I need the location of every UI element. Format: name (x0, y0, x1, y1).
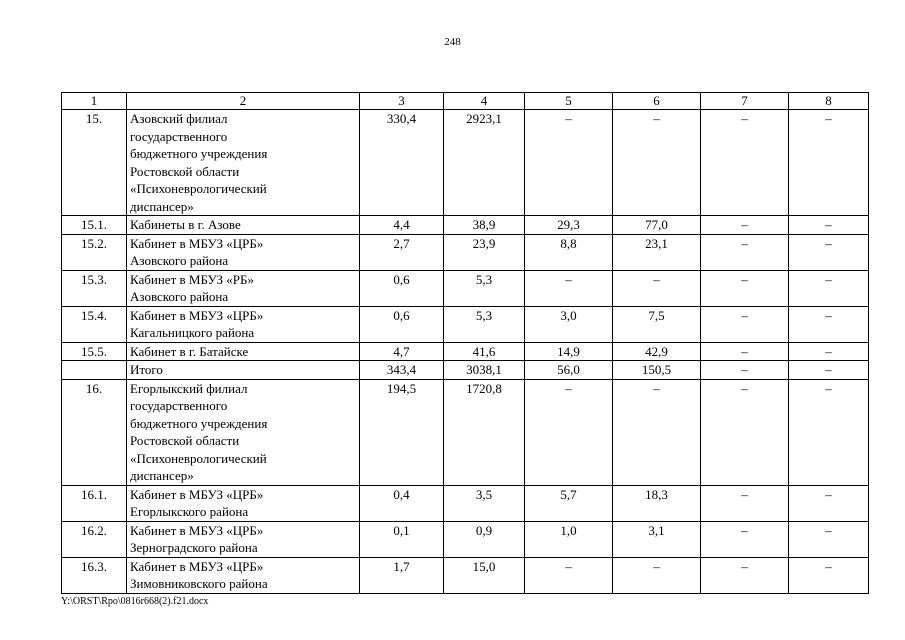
value-cell-c5: – (525, 379, 613, 485)
row-name-line: Кабинет в МБУЗ «ЦРБ» (130, 558, 264, 574)
value-cell-c5: 29,3 (525, 216, 613, 235)
row-number-cell: 15.2. (62, 234, 127, 270)
value-cell-c7: – (701, 234, 789, 270)
value-cell-c5: – (525, 557, 613, 593)
value-cell-c7: – (701, 557, 789, 593)
value-cell-c3: 4,7 (360, 342, 444, 361)
table-row (62, 216, 869, 235)
value-cell-c6: 77,0 (613, 216, 701, 235)
value-cell-c7: – (701, 110, 789, 216)
value-cell-c6: 42,9 (613, 342, 701, 361)
row-name-line: государственного (130, 398, 228, 413)
header-row (62, 93, 869, 110)
row-number-cell: 16.2. (62, 521, 127, 557)
table-row (62, 379, 869, 485)
row-name-line: Кабинет в г. Батайске (130, 343, 249, 359)
column-header: 7 (701, 93, 789, 110)
row-number-cell (62, 361, 127, 380)
row-name-line: Кагальницкого района (130, 325, 255, 340)
row-name-line: Азовского района (130, 253, 229, 268)
row-name-cell (127, 361, 360, 380)
value-cell-c8: – (789, 485, 869, 521)
value-cell-c8: – (789, 110, 869, 216)
row-name-line: бюджетного учреждения (130, 146, 268, 161)
column-header: 1 (62, 93, 127, 110)
value-cell-c6: 23,1 (613, 234, 701, 270)
value-cell-c7: – (701, 270, 789, 306)
row-number-cell: 15.5. (62, 342, 127, 361)
row-name-cell (127, 234, 360, 270)
row-name-cell (127, 270, 360, 306)
table-row (62, 342, 869, 361)
footer-file-path: Y:\ORST\Rpo\0816r668(2).f21.docx (61, 596, 209, 607)
column-header: 3 (360, 93, 444, 110)
value-cell-c6: 3,1 (613, 521, 701, 557)
row-name-line: Кабинет в МБУЗ «ЦРБ» (130, 235, 264, 251)
value-cell-c5: 8,8 (525, 234, 613, 270)
row-name-cell (127, 379, 360, 485)
row-name-line: Азовского района (130, 289, 229, 304)
row-name-line: Кабинет в МБУЗ «ЦРБ» (130, 307, 264, 323)
value-cell-c7: – (701, 361, 789, 380)
table-row (62, 110, 869, 216)
value-cell-c3: 0,4 (360, 485, 444, 521)
row-name-line: Зерноградского района (130, 540, 258, 555)
value-cell-c5: – (525, 110, 613, 216)
row-name-line: Кабинет в МБУЗ «РБ» (130, 271, 254, 287)
value-cell-c5: 5,7 (525, 485, 613, 521)
row-name-cell (127, 306, 360, 342)
row-name-line: диспансер» (130, 468, 194, 483)
value-cell-c3: 0,6 (360, 270, 444, 306)
value-cell-c8: – (789, 557, 869, 593)
row-name-cell (127, 485, 360, 521)
value-cell-c7: – (701, 379, 789, 485)
value-cell-c4: 3,5 (444, 485, 525, 521)
value-cell-c8: – (789, 342, 869, 361)
value-cell-c8: – (789, 361, 869, 380)
row-number-cell: 16. (62, 379, 127, 485)
row-name-line: «Психоневрологический (130, 450, 267, 466)
value-cell-c7: – (701, 216, 789, 235)
value-cell-c4: 23,9 (444, 234, 525, 270)
row-name-line: «Психоневрологический (130, 181, 267, 196)
row-number-cell: 15.4. (62, 306, 127, 342)
value-cell-c5: 56,0 (525, 361, 613, 380)
value-cell-c4: 1720,8 (444, 379, 525, 485)
row-name-line: Кабинет в МБУЗ «ЦРБ» (130, 522, 264, 538)
column-header: 6 (613, 93, 701, 110)
value-cell-c8: – (789, 306, 869, 342)
value-cell-c6: – (613, 270, 701, 306)
value-cell-c7: – (701, 342, 789, 361)
value-cell-c3: 194,5 (360, 379, 444, 485)
row-number-cell: 15.1. (62, 216, 127, 235)
row-name-cell (127, 342, 360, 361)
value-cell-c4: 38,9 (444, 216, 525, 235)
table-row (62, 306, 869, 342)
value-cell-c6: – (613, 557, 701, 593)
value-cell-c4: 3038,1 (444, 361, 525, 380)
row-name-line: Итого (130, 362, 163, 377)
value-cell-c4: 5,3 (444, 306, 525, 342)
value-cell-c8: – (789, 270, 869, 306)
value-cell-c4: 2923,1 (444, 110, 525, 216)
value-cell-c7: – (701, 306, 789, 342)
table-row (62, 485, 869, 521)
column-header: 2 (127, 93, 360, 110)
row-name-line: Егорлыкский филиал (130, 380, 248, 396)
table-row (62, 234, 869, 270)
value-cell-c6: 7,5 (613, 306, 701, 342)
value-cell-c3: 1,7 (360, 557, 444, 593)
data-table (61, 92, 869, 594)
table-row (62, 270, 869, 306)
row-name-line: Азовский филиал (130, 111, 228, 126)
value-cell-c4: 5,3 (444, 270, 525, 306)
value-cell-c3: 343,4 (360, 361, 444, 380)
column-header: 5 (525, 93, 613, 110)
table-row (62, 361, 869, 380)
value-cell-c3: 4,4 (360, 216, 444, 235)
row-name-line: бюджетного учреждения (130, 415, 268, 431)
row-name-line: Кабинет в МБУЗ «ЦРБ» (130, 486, 264, 502)
value-cell-c8: – (789, 521, 869, 557)
value-cell-c4: 0,9 (444, 521, 525, 557)
row-name-cell (127, 216, 360, 235)
row-name-line: Зимовниковского района (130, 576, 268, 591)
row-name-cell (127, 557, 360, 593)
value-cell-c5: 1,0 (525, 521, 613, 557)
value-cell-c6: 150,5 (613, 361, 701, 380)
value-cell-c4: 15,0 (444, 557, 525, 593)
value-cell-c5: 3,0 (525, 306, 613, 342)
value-cell-c4: 41,6 (444, 342, 525, 361)
value-cell-c3: 0,6 (360, 306, 444, 342)
value-cell-c5: 14,9 (525, 342, 613, 361)
value-cell-c3: 0,1 (360, 521, 444, 557)
value-cell-c6: 18,3 (613, 485, 701, 521)
page-number: 248 (444, 36, 461, 48)
column-header: 4 (444, 93, 525, 110)
value-cell-c7: – (701, 485, 789, 521)
value-cell-c6: – (613, 110, 701, 216)
value-cell-c7: – (701, 521, 789, 557)
row-name-line: Егорлыкского района (130, 504, 249, 519)
row-name-line: Ростовской области (130, 163, 240, 179)
value-cell-c8: – (789, 234, 869, 270)
value-cell-c3: 2,7 (360, 234, 444, 270)
row-name-line: диспансер» (130, 198, 194, 214)
value-cell-c6: – (613, 379, 701, 485)
row-number-cell: 16.1. (62, 485, 127, 521)
value-cell-c8: – (789, 379, 869, 485)
row-name-line: государственного (130, 128, 228, 144)
row-name-cell (127, 110, 360, 216)
value-cell-c5: – (525, 270, 613, 306)
row-number-cell: 15.3. (62, 270, 127, 306)
table-row (62, 557, 869, 593)
column-header: 8 (789, 93, 869, 110)
value-cell-c8: – (789, 216, 869, 235)
value-cell-c3: 330,4 (360, 110, 444, 216)
row-name-cell (127, 521, 360, 557)
row-number-cell: 15. (62, 110, 127, 216)
row-number-cell: 16.3. (62, 557, 127, 593)
row-name-line: Ростовской области (130, 433, 240, 448)
table-row (62, 521, 869, 557)
row-name-line: Кабинеты в г. Азове (130, 217, 241, 232)
